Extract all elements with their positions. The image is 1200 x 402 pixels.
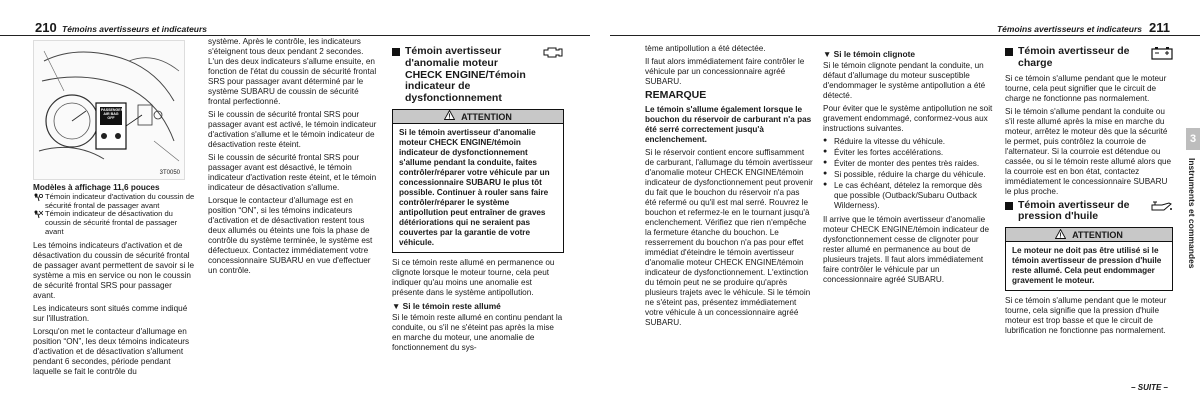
airbag-label [101,108,124,121]
caption-item-text: Témoin indicateur de désactivation du coussin de sécurité frontal de passager avant [45,209,178,236]
remarque-title: REMARQUE [645,89,707,101]
charge-title-text: Témoin avertisseur de charge [1018,45,1130,69]
chapter-side-title: Instruments et commandes [1187,158,1197,269]
right-page [610,0,1200,402]
paragraph: Lorsqu'on met le contacteur d'allumage en position “ON”, les deux témoins indicateurs d'activation et de désactivation s'allument pendant 6 secondes, période pendant laquelle se fait le contrôle du [33,326,190,376]
left-col-2 [208,37,380,279]
paragraph: tème antipollution a été détectée. [645,44,766,53]
left-page [0,0,590,402]
remarque-bold: Le témoin s'allume également lorsque le bouchon du réservoir de carburant n'a pas été serré correctement jusqu'à enclenchement. [645,104,812,144]
paragraph: Si ce témoin reste allumé en permanence ou clignote lorsque le moteur tourne, cela peut indiquer qu'au moins une anomalie est présente dans le système antipollution. [392,257,555,297]
dashboard-illustration [33,40,185,180]
oil-can-icon [1149,200,1173,216]
caption-item [33,210,195,236]
paragraph: Les indicateurs sont situés comme indiqué sur l'illustration. [33,303,188,323]
airbag-label-line-3: OFF [107,115,115,120]
airbag-on-icon [33,193,45,210]
paragraph: Si le coussin de sécurité frontal SRS pour passager avant est désactivé, le témoin indicateur d'activation reste éteint, et le témoin indicateur de désactivation s'allume. [208,153,377,192]
continued-marker: – SUITE – [1131,383,1168,392]
paragraph: Il arrive que le témoin avertisseur d'anomalie moteur CHECK ENGINE/témoin indicateur de dysfonctionnement cesse de clignoter pour rester allumé en permanence au bout de plusieurs trajets. Il faut alors immédiatement faire contrôler le véhicule par un concessionnaire agréé SUBARU. [823,215,990,285]
list-item: ● Éviter de monter des pentes très raides. [823,159,995,169]
section-bullet [1005,202,1013,210]
battery-icon [1151,46,1173,64]
attention-label: ATTENTION [1072,230,1123,240]
paragraph: système. Après le contrôle, les indicateurs s'éteignent tous deux pendant 2 secondes. L'un des deux indicateurs s'allume ensuite, en fonction de l'état du coussin de sécurité frontal SRS pour passager avant déterminé par le système SUBARU de coussin de sécurité frontal perfectionné. [208,37,377,106]
figure-code: 3T0050 [159,169,180,176]
airbag-label-line-1: PASSENGER [101,108,124,112]
paragraph: Il faut alors immédiatement faire contrôler le véhicule par un concessionnaire agréé SUBARU. [645,57,805,86]
list-item: ● Éviter les fortes accélérations. [823,148,995,158]
caption-item [33,193,195,210]
paragraph: Lorsque le contacteur d'allumage est en position “ON”, si les témoins indicateurs d'activation et de désactivation restent tous deux allumés ou éteints une fois la phase de contrôle du système terminée, le système est défectueux. Contactez immédiatement votre concessionnaire SUBARU en vue d'effectuer un contrôle. [208,196,373,275]
sub-heading: ▼ Si le témoin reste allumé [392,300,501,311]
paragraph: Si le témoin clignote pendant la conduite, un défaut d'allumage du moteur susceptible d'endommager le système antipollution a été détecté. [823,61,986,101]
airbag-off-icon [33,210,45,236]
check-engine-icon [542,46,564,62]
airbag-label-line-2: AIR BAG [103,111,119,116]
paragraph: Si ce témoin s'allume pendant que le moteur tourne, cela signifie que la pression d'huile moteur est trop basse et que le circuit de lubrification ne fonctionne pas normalement. [1005,296,1167,335]
instructions-list [823,137,995,211]
oil-pressure-title-text: Témoin avertisseur de pression d'huile [1018,198,1130,223]
check-engine-title [392,46,564,105]
right-header-title: Témoins avertisseurs et indicateurs [996,24,1142,34]
left-page-header [0,20,590,36]
check-engine-title-text: Témoin avertisseur d'anomalie moteur CHECK ENGINE/Témoin indicateur de dysfonctionnement [405,45,526,104]
attention-header [392,109,564,124]
attention-box: Le moteur ne doit pas être utilisé si le témoin avertisseur de pression d'huile reste allumé. Cela peut endommager gravement le moteur. [1005,242,1173,291]
left-header-title: Témoins avertisseurs et indicateurs [62,24,208,34]
charge-title [1005,46,1173,70]
svg-text:!: ! [448,113,451,121]
section-bullet [1005,48,1013,56]
paragraph: Les témoins indicateurs d'activation et de désactivation du coussin de sécurité frontal de passager avant permettent de savoir si le système a mis en service ou non le coussin de sécurité frontal SRS pour passager avant. [33,240,195,300]
caption-title: Modèles à affichage 11,6 pouces [33,183,160,192]
right-page-header [610,20,1200,36]
attention-box: Si le témoin avertisseur d'anomalie moteur CHECK ENGINE/témoin indicateur de dysfonctionnement s'allume pendant la conduite, faites contrôler/réparer votre véhicule par un concessionnaire SUBARU le plus tôt possible. Continuer à rouler sans faire contrôler/réparer le système antipollution peut entraîner de graves détériorations qui ne seraient pas couvertes par la garantie de votre véhicule. [392,124,564,253]
paragraph: Si le témoin s'allume pendant la conduite ou s'il reste allumé après la mise en marche du moteur, arrêtez le moteur dès que la sécurité le permet, puis contrôlez la courroie de l'alternateur. Si la courroie est détendue ou cassée, ou si le témoin reste allumé alors que la courroie est en bon état, contactez immédiatement le concessionnaire SUBARU le plus proche. [1005,106,1172,196]
right-col-2 [823,46,995,288]
paragraph: Si ce témoin s'allume pendant que le moteur tourne, cela peut signifier que le circuit de charge ne fonctionne pas normalement. [1005,73,1167,103]
attention-header [1005,227,1173,242]
right-col-3 [1005,46,1173,339]
svg-text:!: ! [1059,232,1062,239]
list-item: ● Si possible, réduire la charge du véhicule. [823,170,995,180]
sub-heading: ▼ Si le témoin clignote [823,49,916,59]
paragraph: Si le réservoir contient encore suffisamment de carburant, l'allumage du témoin avertisseur d'anomalie moteur CHECK ENGINE/témoin indicateur de dysfonctionnement peut provenir du fait que le bouchon du réservoir n'a pas été refermé ou qu'il est mal serré. Rouvrez le bouchon et refermez-le en le tournant jusqu'à enclenchement. Vérifiez que rien n'empêche la fermeture étanche du bouchon. Le resserrement du bouchon n'a pas pour effet immédiat d'éteindre le témoin avertisseur d'anomalie moteur CHECK ENGINE/témoin indicateur de dysfonctionnement. L'extinction du témoin peut ne se produire qu'après plusieurs trajets avec le véhicule. Si le témoin ne s'éteint pas, présentez immédiatement votre véhicule à un concessionnaire agréé SUBARU. [645,147,813,327]
paragraph: Si le témoin reste allumé en continu pendant la conduite, ou s'il ne s'éteint pas après la mise en marche du moteur, une anomalie de fonctionnement du sys- [392,313,563,352]
right-col-1 [645,44,813,331]
warning-triangle-icon [1055,229,1066,243]
warning-triangle-icon [444,110,455,124]
chapter-tab: 3 [1186,128,1200,150]
left-col-3 [392,46,564,356]
list-item: ● Le cas échéant, dételez la remorque dès que possible (Outback/Subaru Outback Wilderness). [823,181,995,211]
left-col-1 [33,40,195,380]
oil-pressure-title [1005,200,1173,224]
attention-label: ATTENTION [461,111,512,122]
left-page-number: 210 [35,20,57,35]
list-item: ● Réduire la vitesse du véhicule. [823,137,995,147]
caption-item-text: Témoin indicateur d'activation du coussin de sécurité frontal de passager avant [45,192,195,210]
right-page-number: 211 [1149,20,1170,35]
section-bullet [392,48,400,56]
paragraph: Pour éviter que le système antipollution ne soit gravement endommagé, conformez-vous aux instructions suivantes. [823,104,993,134]
paragraph: Si le coussin de sécurité frontal SRS pour passager avant est activé, le témoin indicateur d'activation s'allume et le témoin indicateur de désactivation reste éteint. [208,110,377,149]
